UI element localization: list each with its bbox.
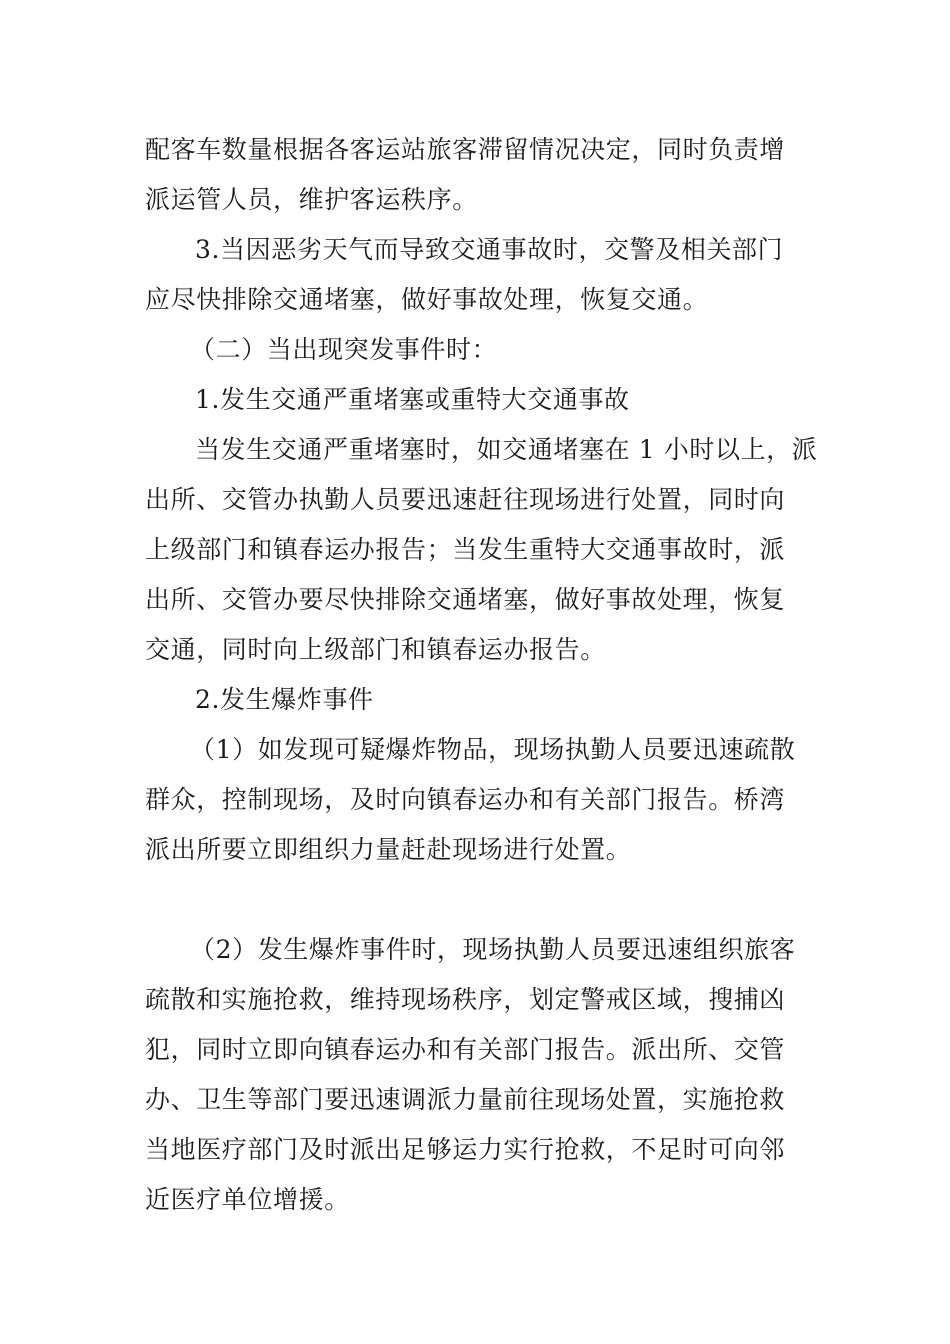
paragraph-line: 派运管人员，维护客运秩序。 — [145, 185, 478, 214]
paragraph-line: 当发生交通严重堵塞时，如交通堵塞在 1 小时以上，派 — [195, 435, 818, 464]
subheading: 1.发生交通严重堵塞或重特大交通事故 — [195, 385, 630, 414]
paragraph-line: 群众，控制现场，及时向镇春运办和有关部门报告。桥湾 — [145, 785, 786, 814]
paragraph-line: 当地医疗部门及时派出足够运力实行抢救，不足时可向邻 — [145, 1135, 786, 1164]
section-heading: （二）当出现突发事件时： — [190, 335, 498, 364]
paragraph-line: 配客车数量根据各客运站旅客滞留情况决定，同时负责增 — [145, 135, 786, 164]
paragraph-line: 办、卫生等部门要迅速调派力量前往现场处置，实施抢救 — [145, 1085, 786, 1114]
paragraph-line: 疏散和实施抢救，维持现场秩序，划定警戒区域，搜捕凶 — [145, 985, 786, 1014]
paragraph-line: 犯，同时立即向镇春运办和有关部门报告。派出所、交管 — [145, 1035, 786, 1064]
paragraph-line: 出所、交管办执勤人员要迅速赶往现场进行处置，同时向 — [145, 485, 786, 514]
paragraph-line: 派出所要立即组织力量赶赴现场进行处置。 — [145, 835, 632, 864]
paragraph-line: （2）发生爆炸事件时，现场执勤人员要迅速组织旅客 — [190, 935, 796, 964]
numbered-item-line: 3.当因恶劣天气而导致交通事故时，交警及相关部门 — [195, 235, 784, 264]
paragraph-line: 应尽快排除交通堵塞，做好事故处理，恢复交通。 — [145, 285, 709, 314]
paragraph-line: （1）如发现可疑爆炸物品，现场执勤人员要迅速疏散 — [190, 735, 796, 764]
subheading: 2.发生爆炸事件 — [195, 685, 374, 714]
paragraph-line: 出所、交管办要尽快排除交通堵塞，做好事故处理，恢复 — [145, 585, 786, 614]
paragraph-line: 交通，同时向上级部门和镇春运办报告。 — [145, 635, 606, 664]
paragraph-line: 上级部门和镇春运办报告；当发生重特大交通事故时，派 — [145, 535, 786, 564]
paragraph-line: 近医疗单位增援。 — [145, 1185, 350, 1214]
